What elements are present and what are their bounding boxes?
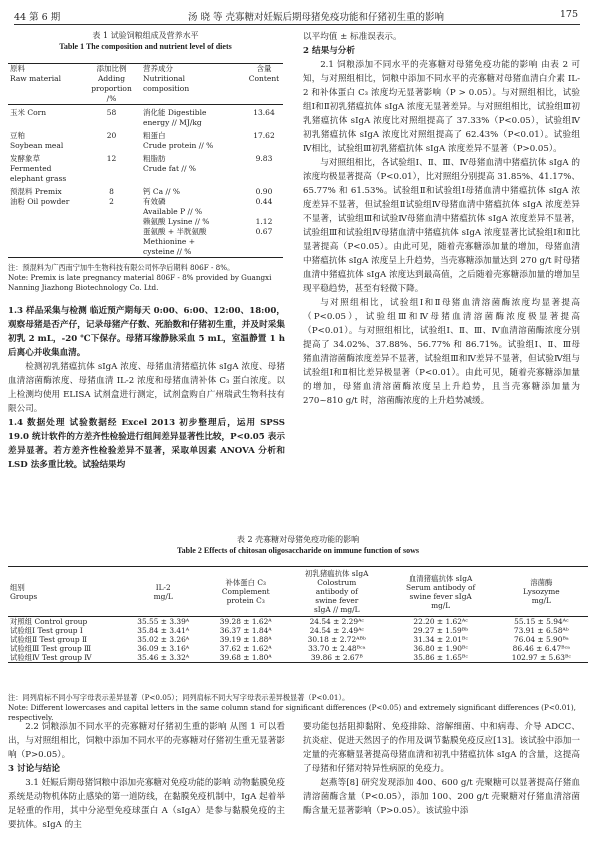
table1-cell-content: 9.83 xyxy=(255,154,273,163)
table1-note-cn: 注：预混料为广西南宁加牛生物科技有限公司怀孕后期料 806F - 8%。 xyxy=(8,263,235,272)
table1-cell-nut: 消化能 Digestible energy // MJ/kg xyxy=(143,108,207,127)
table2-cell: 39.68 ± 1.80ᴬ xyxy=(204,653,286,663)
table1-cell-content: 17.62 xyxy=(253,131,275,140)
table1-cell-nut: 粗脂肪 Crude fat // % xyxy=(143,154,196,173)
paragraph: 与对照组相比，各试验组Ⅰ、Ⅱ、Ⅲ、Ⅳ母猪血清中猪瘟抗体 sIgA 的浓度均极显著提高（P<0.01），比对照组分别提高 31.85%、41.17%、65.77% 和 61.53%。试验组Ⅱ和试验组Ⅰ母猪血清中猪瘟抗体 sIgA 浓度差异不显著，但试验组Ⅱ试验组Ⅳ母猪血清中猪瘟抗体 sIgA 浓度差异不显著，试验组Ⅲ和试验Ⅳ母猪血清中猪瘟抗体 sIgA 浓度差异不显著，试验组Ⅲ和试验组Ⅳ母猪血清中猪瘟抗体 sIgA 浓度显著比试验组Ⅰ和Ⅱ比显著提高（P<0.05）。由此可见，随着壳寡糖添加量的增加，母猪血清中猪瘟抗体 sIgA 浓度呈上升趋势，当壳寡糖添加量达到 270 g/t 时母猪血清中猪瘟抗体 sIgA 浓度达到最高值，之后随着壳寡糖添加量的增加呈现平稳趋势，甚至有轻微下降。 xyxy=(303,158,580,294)
table1-cell-prop: 20 xyxy=(106,131,117,140)
paragraph: 与对照组相比，试验组Ⅰ和Ⅱ母猪血清溶菌酶浓度均显著提高（P<0.05），试验组Ⅲ和Ⅳ母猪血清溶菌酶浓度极显著提高（P<0.01）。与对照组相比，试验组Ⅰ、Ⅱ、Ⅲ、Ⅳ血清溶菌酶浓度分别提高了 34.02%、37.88%、56.77% 和 86.71%。试验组Ⅰ、Ⅱ、Ⅲ母猪血清溶菌酶浓度差异不显著，试验组Ⅲ和Ⅳ差异不显著，但试验Ⅳ组与试验组Ⅰ和Ⅱ相比差异极显著（P<0.01）。由此可见，随着壳寡糖添加量的增加，母猪血清溶菌酶浓度呈上升趋势，且当壳寡糖添加量为 270~810 g/t 时，溶菌酶浓度的上升趋势减缓。 xyxy=(303,298,580,406)
table1-cell-content: 0.90 0.44 1.12 0.67 xyxy=(245,184,283,258)
table2-cell: 30.18 ± 2.72ᴬᴮᵇ xyxy=(307,635,366,644)
table2-cell: 35.55 ± 3.39ᴬ xyxy=(137,617,190,626)
table2-caption-en: Table 2 Effects of chitosan oligosaccharide on immune function of sows xyxy=(177,546,419,555)
table2-cell: 35.02 ± 3.26ᴬ xyxy=(137,635,190,644)
table2-header-cell: 溶菌酶 Lysozyme mg/L xyxy=(495,567,588,617)
paragraph: 2 结果与分析 xyxy=(303,46,355,56)
table1-note-en: Note: Premix is late pregnancy material 806F - 8% provided by Guangxi Nanning Jiazhong Biotechnology Co. Ltd. xyxy=(8,273,272,292)
table2-cell: 33.70 ± 2.48ᴮᶜᵃ xyxy=(308,644,366,653)
table2-cell: 试验组Ⅲ Test group Ⅲ xyxy=(10,644,92,653)
paragraph: 2.2 饲粮添加不同水平的壳寡糖对仔猪初生重的影响 从图 1 可以看出，与对照组相比，饲粮中添加不同水平的壳寡糖对仔猪初生重无显著影响（P>0.05）。 xyxy=(8,722,285,760)
table-row xyxy=(8,635,588,644)
table2-note xyxy=(8,693,588,723)
page-header xyxy=(14,6,578,24)
table2-cell: 试验组Ⅱ Test group Ⅱ xyxy=(10,635,87,644)
table1-note xyxy=(8,263,283,293)
table2-note-en: Note: Different lowercases and capital letters in the same column stand for significant differences (P<0.05) and extremely significant differences (P<0.01), respectively. xyxy=(8,703,576,722)
table-row xyxy=(8,626,588,635)
table-row xyxy=(8,617,588,627)
table2-header-row xyxy=(8,567,588,617)
table2-cell: 39.19 ± 1.88ᴬ xyxy=(219,635,272,644)
table2-header-cell: 补体蛋白 C₃ Complement protein C₃ xyxy=(204,567,286,617)
table2-note-cn: 注：同列肩标不同小写字母表示差异显著（P<0.05）；同列肩标不同大写字母表示差异极显著（P<0.01）。 xyxy=(8,693,350,702)
paragraph: 3.1 妊娠后期母猪饲粮中添加壳寡糖对免疫功能的影响 动物黏膜免疫系统是动物机体防止感染的第一道防线，在黏膜免疫机制中，IgA 起着举足轻重的作用，其中分泌型免疫球蛋白 A（sIgA）是参与黏膜免疫的主要抗体。sIgA 的主 xyxy=(8,778,285,830)
table-row xyxy=(8,644,588,653)
header-rule xyxy=(14,24,580,25)
paragraph: 以平均值 ± 标准误表示。 xyxy=(303,32,402,42)
paragraph: 1.4 数据处理 试验数据经 Excel 2013 初步整理后，运用 SPSS 19.0 统计软件的方差齐性检验进行组间差异显著性比较，P<0.05 表示差异显著。若方差齐性检验差异不显著，采取单因素 ANOVA 分析和 LSD 法多重比较。试验结果均 xyxy=(8,418,285,470)
table2-header-cell: 血清猪瘟抗体 sIgA Serum antibody of swine fever sIgA mg/L xyxy=(387,567,495,617)
table2-cell: 24.54 ± 2.29ᴬᶜ xyxy=(309,617,364,626)
table2-cell: 35.86 ± 1.65ᴮᶜ xyxy=(387,653,495,663)
table2-cell: 86.46 ± 6.47ᴮᶜᵃ xyxy=(512,644,571,653)
table2-header-cell: 初乳猪瘟抗体 sIgA Colostrum antibody of swine fever sIgA // mg/L xyxy=(287,567,387,617)
table-row xyxy=(8,128,283,151)
table2-cell: 76.04 ± 5.90ᴮᵃ xyxy=(513,635,569,644)
table1-cell-raw: 玉米 Corn xyxy=(10,108,47,117)
table2-cell: 36.09 ± 3.16ᴬ xyxy=(137,644,190,653)
table1-cell-nut: 粗蛋白 Crude protein // % xyxy=(143,131,214,150)
paragraph: 1.3 样品采集与检测 临近预产期每天 0:00、6:00、12:00、18:00，观察母猪是否产仔，记录母猪产仔数、死胎数和仔猪初生重，并及时采集初乳 2 mL，-20 ℃下保存。母猪耳缘静脉采血 5 mL，室温静置 1 h 后离心并收集血清。 xyxy=(8,306,285,358)
table2-cell: 102.97 ± 5.63ᴮᶜ xyxy=(495,653,588,663)
table1-header-prop: 添加比例 Adding proportion /% xyxy=(82,64,141,105)
table1-caption-en: Table 1 The composition and nutrient level of diets xyxy=(59,42,232,51)
table2-cell: 对照组 Control group xyxy=(10,617,88,626)
table1-cell-prop: 12 xyxy=(106,154,117,163)
table2-cell: 39.28 ± 1.62ᴬ xyxy=(219,617,272,626)
table2-cell: 24.54 ± 2.49ᴬᶜ xyxy=(309,626,364,635)
paragraph: 检测初乳猪瘟抗体 sIgA 浓度、母猪血清猪瘟抗体 sIgA 浓度、母猪血清溶菌酶浓度、母猪血清 IL-2 浓度和母猪血清补体 C₃ 蛋白浓度。以上检测均使用 ELISA 试剂盒进行测定，试剂盒购自广州瑞武生物科技有限公司。 xyxy=(8,362,285,414)
table1 xyxy=(8,63,283,258)
right-column-text xyxy=(303,30,580,408)
table1-caption xyxy=(8,30,283,52)
running-title: 汤 晓 等 壳寡糖对妊娠后期母猪免疫功能和仔猪初生重的影响 xyxy=(187,12,445,23)
table2-cell: 试验组Ⅰ Test group Ⅰ xyxy=(10,626,83,635)
table1-cell-prop: 8 2 xyxy=(82,184,141,258)
table2-header-cell: 组别 Groups xyxy=(8,567,122,617)
table1-caption-cn: 表 1 试验饲粮组成及营养水平 xyxy=(92,31,199,40)
issue-label: 44 第 6 期 xyxy=(14,12,61,23)
page-number: 175 xyxy=(559,9,578,20)
table1-cell-nut: 钙 Ca // % 有效磷 Available P // % 赖氨酸 Lysine // % 蛋氨酸 + 半胱氨酸 Methionine + cysteine // % xyxy=(141,184,245,258)
table-row xyxy=(8,151,283,184)
table1-header-nut: 营养成分 Nutritional composition xyxy=(141,64,245,105)
table1-header-row xyxy=(8,64,283,105)
table2-cell: 29.27 ± 1.59ᴮᵇ xyxy=(413,626,469,635)
table1-cell-raw: 发酵象草 Fermented elephant grass xyxy=(10,154,67,183)
left-column-text xyxy=(8,304,285,472)
paragraph: 2.1 饲粮添加不同水平的壳寡糖对母猪免疫功能的影响 由表 2 可知，与对照组相比，饲粮中添加不同水平的壳寡糖对母猪血清白介素 IL-2 和补体蛋白 C₃ 浓度均无显著影响（P > 0.05）。与对照组相比，试验组Ⅰ和Ⅱ初乳猪瘟抗体 sIgA 浓度无显著差异。与对照组相比，试验组Ⅲ初乳猪瘟抗体 sIgA 浓度比对照组提高了 37.33%（P<0.05），试验组Ⅳ初乳猪瘟抗体 sIgA 浓度比对照组提高了 62.43%（P<0.01）。试验组Ⅳ相比，试验组Ⅲ初乳猪瘟抗体 sIgA 浓度差异不显著（P>0.05）。 xyxy=(303,60,581,154)
table1-cell-raw: 豆粕 Soybean meal xyxy=(10,131,64,150)
table2-cell: 37.62 ± 1.62ᴬ xyxy=(219,644,272,653)
table2-cell: 55.15 ± 5.94ᴬᶜ xyxy=(514,617,569,626)
bottom-right-text xyxy=(303,720,580,818)
table2-cell: 试验组Ⅳ Test group Ⅳ xyxy=(8,653,122,663)
table2-cell: 35.46 ± 3.32ᴬ xyxy=(122,653,204,663)
table1-cell-raw: 预混料 Premix 油粉 Oil powder xyxy=(8,184,82,258)
table1-cell-prop: 58 xyxy=(106,108,117,117)
table1-header-content: 含量 Content xyxy=(245,64,283,105)
table2-cell: 73.91 ± 6.58ᴬᵇ xyxy=(513,626,569,635)
table2-caption xyxy=(8,534,588,556)
paragraph: 3 讨论与结论 xyxy=(8,764,60,774)
table1-cell-content: 13.64 xyxy=(253,108,275,117)
table2-cell: 22.20 ± 1.62ᴬᶜ xyxy=(413,617,468,626)
table2-cell: 36.80 ± 1.90ᴮᶜ xyxy=(413,644,468,653)
paragraph: 赵燕等[8] 研究发现添加 400、600 g/t 壳聚糖可以显著提高仔猪血清溶菌酶含量（P<0.05），添加 100、200 g/t 壳聚糖对仔猪血清溶菌酶含量无显著影响（P>0.05）。该试验中添 xyxy=(303,778,580,816)
table1-header-raw: 原料 Raw material xyxy=(8,64,82,105)
table2 xyxy=(8,566,588,663)
table2-cell: 35.84 ± 3.41ᴬ xyxy=(137,626,190,635)
table-row xyxy=(8,184,283,258)
table-row xyxy=(8,653,588,663)
table-row xyxy=(8,105,283,129)
table2-cell: 39.86 ± 2.67ᴮ xyxy=(287,653,387,663)
table2-cell: 36.37 ± 1.84ᴬ xyxy=(219,626,272,635)
table2-header-cell: IL-2 mg/L xyxy=(122,567,204,617)
table2-caption-cn: 表 2 壳寡糖对母猪免疫功能的影响 xyxy=(236,535,360,544)
table2-cell: 31.34 ± 2.01ᴮᶜ xyxy=(413,635,468,644)
paragraph: 要功能包括阻抑黏附、免疫排除、溶解细菌、中和病毒、介导 ADCC、抗炎症、促进天然因子的作用及调节黏膜免疫反应[13]。该试验中添加一定量的壳寡糖显著提高母猪血清和初乳中猪瘟抗体 sIgA 的含量，这提高了母猪和仔猪对特异性病原的免疫力。 xyxy=(303,722,580,774)
bottom-left-text xyxy=(8,720,285,832)
